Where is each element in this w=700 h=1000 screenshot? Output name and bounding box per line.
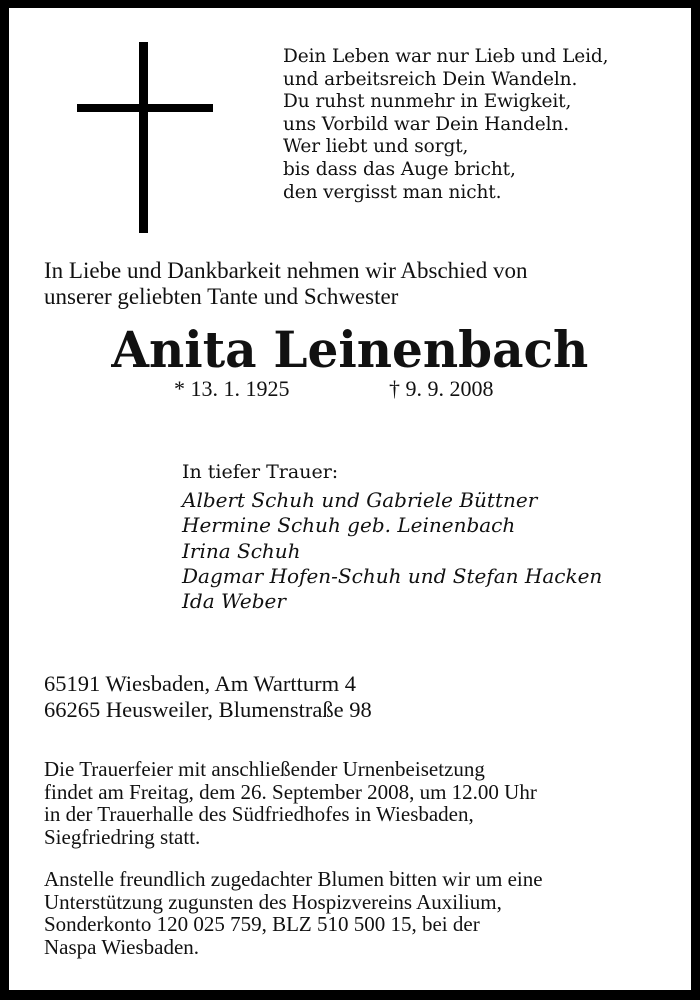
- poem-line: bis dass das Auge bricht,: [283, 158, 516, 180]
- deceased-name: [9, 320, 691, 380]
- mourner: Hermine Schuh geb. Leinenbach: [182, 513, 516, 538]
- address-line: 66265 Heusweiler, Blumenstraße 98: [44, 697, 372, 722]
- poem-line: uns Vorbild war Dein Handeln.: [283, 113, 570, 135]
- poem-line: und arbeitsreich Dein Wandeln.: [283, 68, 578, 90]
- donation-info-line: Sonderkonto 120 025 759, BLZ 510 500 15, bei der: [44, 912, 480, 936]
- poem-line: Du ruhst nunmehr in Ewigkeit,: [283, 91, 572, 113]
- intro-line: In Liebe und Dankbarkeit nehmen wir Abschied von: [44, 258, 528, 283]
- poem-line: den vergisst man nicht.: [283, 181, 502, 203]
- poem-line: Wer liebt und sorgt,: [283, 136, 469, 158]
- deceased-name-text: Anita Leinenbach: [111, 320, 589, 379]
- funeral-info-line: Die Trauerfeier mit anschließender Urnenbeisetzung: [44, 757, 485, 781]
- donation-info: [44, 868, 543, 958]
- funeral-info: [44, 758, 537, 848]
- cross-vertical-bar: [139, 42, 148, 233]
- donation-info-line: Anstelle freundlich zugedachter Blumen bitten wir um eine: [44, 867, 543, 891]
- funeral-info-line: findet am Freitag, dem 26. September 2008, um 12.00 Uhr: [44, 779, 537, 804]
- mourning-label: In tiefer Trauer:: [182, 461, 339, 483]
- obituary-notice: [9, 8, 691, 990]
- funeral-info-line: in der Trauerhalle des Südfriedhofes in Wiesbaden,: [44, 802, 474, 826]
- address-line: 65191 Wiesbaden, Am Wartturm 4: [44, 671, 357, 696]
- addresses: [44, 671, 372, 723]
- intro-text: [44, 258, 528, 310]
- mourner: Dagmar Hofen-Schuh und Stefan Hacken: [182, 563, 603, 588]
- donation-info-line: Naspa Wiesbaden.: [44, 934, 200, 959]
- funeral-info-line: Siegfriedring statt.: [44, 824, 201, 849]
- mourner: Ida Weber: [182, 589, 286, 614]
- birth-date: * 13. 1. 1925: [174, 376, 290, 401]
- memorial-poem: [283, 46, 608, 204]
- mourners-list: [182, 488, 602, 614]
- death-date: † 9. 9. 2008: [389, 376, 494, 401]
- mourner: Albert Schuh und Gabriele Büttner: [182, 488, 538, 512]
- donation-info-line: Unterstützung zugunsten des Hospizvereins Auxilium,: [44, 889, 502, 914]
- intro-line: unserer geliebten Tante und Schwester: [44, 284, 399, 309]
- poem-line: Dein Leben war nur Lieb und Leid,: [283, 46, 609, 67]
- cross-horizontal-bar: [77, 104, 213, 112]
- mourner: Irina Schuh: [182, 538, 301, 563]
